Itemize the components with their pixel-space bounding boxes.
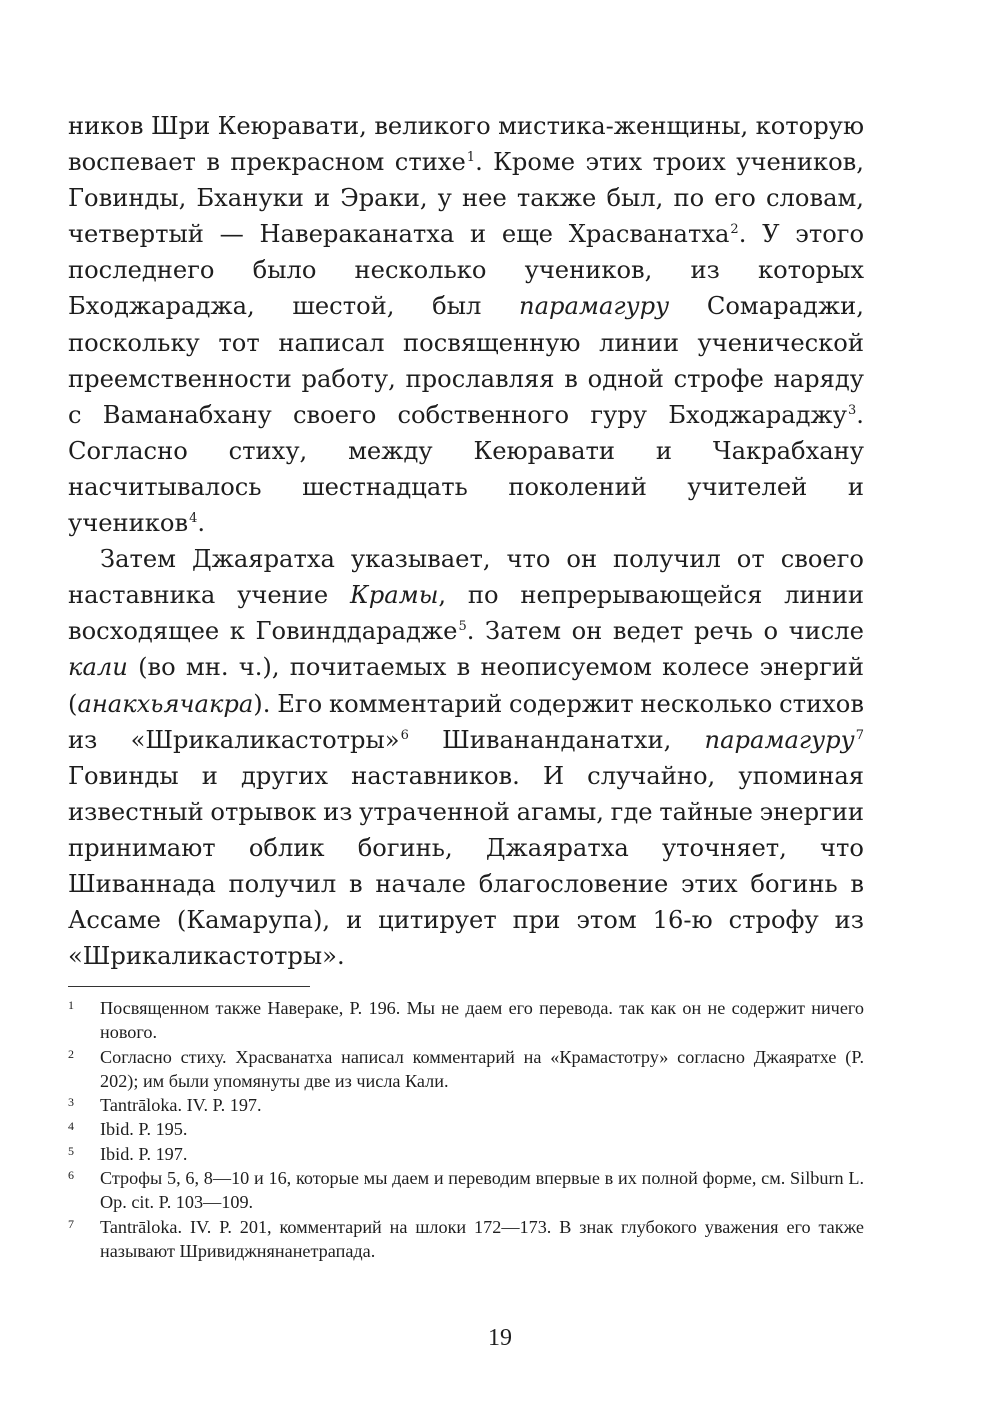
footnote-ref-4[interactable]: 4 bbox=[189, 511, 198, 527]
italic-term: парамагуру bbox=[704, 725, 855, 754]
footnote-7 bbox=[68, 1215, 864, 1264]
footnote-text: Ibid. P. 195. bbox=[100, 1119, 188, 1140]
footnote-text: Ibid. P. 197. bbox=[100, 1143, 188, 1164]
paragraph-2: Затем Джаяратха указывает, что он получил от своего наставника учение Крамы, по непрерывающейся линии восходящее к Говинддарадже$^5$. Затем он ведет речь о числе кали (во мн. ч.), почитаемых в неописуемом колесе энергий (анакхьячакра). Его комментарий содержит несколько стихов из «Шрикаликастотры»$^6$ Шивананданатхи, парамагуру$^7$ Говинды и других наставников. И случайно, упоминая известный отрывок из утраченной агамы, где тайные энергии принимают облик богинь, Джаяратха уточняет, что Шиваннада получил в начале благословение этих богинь в Ассаме (Камарупа), и цитирует при этом 16-ю строфу из «Шрикаликастотры». bbox=[68, 545, 864, 971]
footnotes bbox=[68, 996, 864, 1263]
footnote-text: Tantrāloka. IV. P. 201, комментарий на шлоки 172—173. В знак глубокого уважения его также называют Шривиджнянанетрапада. bbox=[100, 1216, 864, 1261]
footnote-ref-6[interactable]: 6 bbox=[400, 727, 409, 743]
footnote-4 bbox=[68, 1117, 864, 1141]
footnote-ref-3[interactable]: 3 bbox=[848, 402, 857, 418]
footnote-1 bbox=[68, 996, 864, 1045]
footnote-3 bbox=[68, 1093, 864, 1117]
paragraph-1: ников Шри Кеюравати, великого мистика-женщины, которую воспевает в прекрасном стихе$^1$. Кроме этих троих учеников, Говинды, Бхануки и Эраки, у нее также был, по его словам, четвертый — Навераканатха и еще Храсванатха$^2$. У этого последнего было несколько учеников, из которых Бходжараджа, шестой, был парамагуру Сомараджи, поскольку тот написал посвященную линии ученической преемственности работу, прославляя в одной строфе наряду с Ваманабхану своего собственного гуру Бходжараджу$^3$. Согласно стиху, между Кеюравати и Чакрабхану насчитывалось шестнадцать поколений учителей и учеников$^4$. bbox=[68, 112, 865, 538]
footnote-ref-5[interactable]: 5 bbox=[458, 619, 467, 635]
footnote-text: Tantrāloka. IV. P. 197. bbox=[100, 1095, 262, 1116]
footnote-5 bbox=[68, 1142, 864, 1166]
footnote-text: Посвященном также Навераке, P. 196. Мы не даем его перевода. так как он не содержит ничего нового. bbox=[100, 998, 864, 1043]
page-number: 19 bbox=[488, 1325, 512, 1351]
footnote-number: 5 bbox=[68, 1143, 74, 1158]
footnote-number: 1 bbox=[68, 998, 74, 1012]
italic-term: кали bbox=[68, 653, 128, 682]
italic-term: анакхьячакра bbox=[77, 689, 254, 718]
footnote-text: Согласно стиху. Храсванатха написал комментарий на «Крамастотру» согласно Джаяратхе (P. 202); им были упомянуты две из числа Кали. bbox=[100, 1046, 864, 1091]
footnote-number: 7 bbox=[68, 1216, 74, 1231]
footnote-ref-2[interactable]: 2 bbox=[730, 222, 739, 238]
footnote-2 bbox=[68, 1045, 864, 1094]
footnote-number: 2 bbox=[68, 1046, 74, 1061]
footnote-ref-7[interactable]: 7 bbox=[855, 727, 864, 743]
italic-term: парамагуру bbox=[519, 292, 670, 321]
footnote-ref-1[interactable]: 1 bbox=[466, 150, 476, 166]
main-text bbox=[68, 108, 864, 974]
footnote-number: 6 bbox=[68, 1168, 74, 1183]
italic-term: Крамы bbox=[350, 581, 439, 610]
footnote-6 bbox=[68, 1166, 864, 1215]
footnote-divider bbox=[68, 986, 310, 987]
footnote-number: 3 bbox=[68, 1095, 74, 1110]
footnote-number: 4 bbox=[68, 1119, 74, 1134]
footnote-text: Строфы 5, 6, 8—10 и 16, которые мы даем и переводим впервые в их полной форме, см. Silburn L. Op. cit. P. 103—109. bbox=[100, 1168, 864, 1213]
